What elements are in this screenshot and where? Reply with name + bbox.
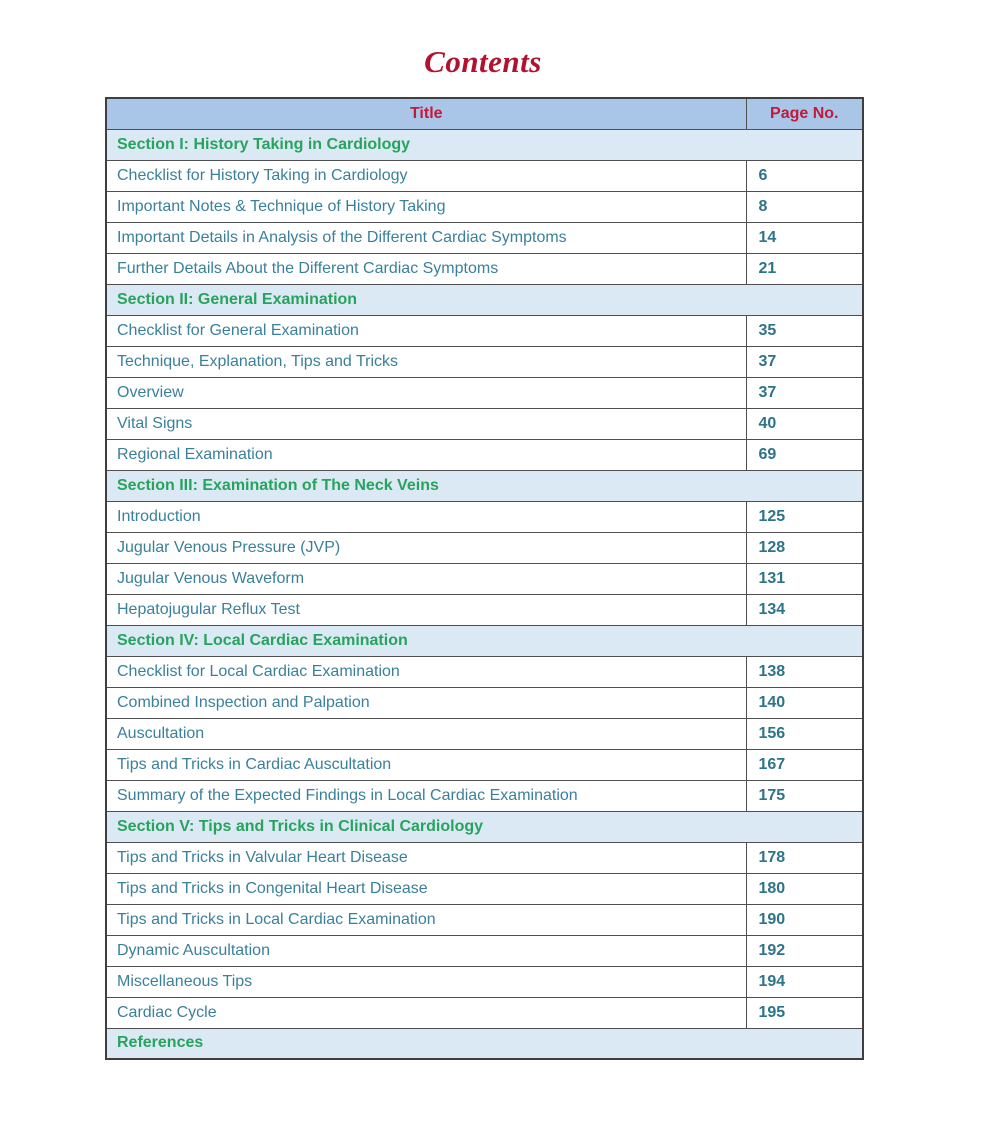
page-title: Contents	[424, 44, 542, 79]
toc-item-page: 6	[746, 160, 863, 191]
section-row	[106, 625, 863, 656]
toc-item-title: Summary of the Expected Findings in Local Cardiac Examination	[106, 780, 746, 811]
section-row	[106, 470, 863, 501]
toc-item-page: 14	[746, 222, 863, 253]
toc-row	[106, 439, 863, 470]
toc-row	[106, 687, 863, 718]
toc-row	[106, 532, 863, 563]
toc-item-title: Jugular Venous Waveform	[106, 563, 746, 594]
header-page-cell: Page No.	[746, 98, 863, 129]
toc-item-page: 69	[746, 439, 863, 470]
references-label: References	[106, 1028, 863, 1059]
toc-item-title: Hepatojugular Reflux Test	[106, 594, 746, 625]
toc-item-title: Tips and Tricks in Cardiac Auscultation	[106, 749, 746, 780]
toc-row	[106, 873, 863, 904]
toc-item-page: 194	[746, 966, 863, 997]
toc-row	[106, 718, 863, 749]
toc-item-title: Tips and Tricks in Valvular Heart Disease	[106, 842, 746, 873]
section-label: Section I: History Taking in Cardiology	[106, 129, 863, 160]
toc-row	[106, 346, 863, 377]
toc-item-page: 138	[746, 656, 863, 687]
toc-item-page: 178	[746, 842, 863, 873]
toc-row	[106, 563, 863, 594]
section-label: Section III: Examination of The Neck Veins	[106, 470, 863, 501]
toc-item-title: Vital Signs	[106, 408, 746, 439]
toc-item-page: 40	[746, 408, 863, 439]
toc-item-page: 37	[746, 346, 863, 377]
section-row	[106, 811, 863, 842]
toc-item-title: Further Details About the Different Cardiac Symptoms	[106, 253, 746, 284]
toc-item-page: 195	[746, 997, 863, 1028]
toc-item-page: 21	[746, 253, 863, 284]
toc-item-page: 180	[746, 873, 863, 904]
toc-row	[106, 904, 863, 935]
toc-item-page: 190	[746, 904, 863, 935]
toc-row	[106, 842, 863, 873]
toc-item-page: 128	[746, 532, 863, 563]
section-label: Section IV: Local Cardiac Examination	[106, 625, 863, 656]
toc-item-title: Checklist for History Taking in Cardiology	[106, 160, 746, 191]
toc-row	[106, 315, 863, 346]
toc-row	[106, 501, 863, 532]
toc-row	[106, 160, 863, 191]
toc-item-title: Technique, Explanation, Tips and Tricks	[106, 346, 746, 377]
toc-row	[106, 780, 863, 811]
toc-row	[106, 191, 863, 222]
toc-item-title: Combined Inspection and Palpation	[106, 687, 746, 718]
toc-item-page: 175	[746, 780, 863, 811]
toc-item-title: Important Notes & Technique of History Taking	[106, 191, 746, 222]
toc-item-page: 134	[746, 594, 863, 625]
toc-item-page: 37	[746, 377, 863, 408]
toc-item-page: 192	[746, 935, 863, 966]
toc-item-title: Introduction	[106, 501, 746, 532]
toc-item-page: 156	[746, 718, 863, 749]
contents-table	[105, 97, 864, 1060]
toc-row	[106, 966, 863, 997]
toc-item-title: Overview	[106, 377, 746, 408]
section-row	[106, 129, 863, 160]
section-label: Section II: General Examination	[106, 284, 863, 315]
toc-row	[106, 656, 863, 687]
toc-item-title: Tips and Tricks in Congenital Heart Disease	[106, 873, 746, 904]
references-row	[106, 1028, 863, 1059]
toc-item-title: Checklist for General Examination	[106, 315, 746, 346]
toc-item-title: Auscultation	[106, 718, 746, 749]
toc-item-title: Tips and Tricks in Local Cardiac Examination	[106, 904, 746, 935]
toc-item-title: Dynamic Auscultation	[106, 935, 746, 966]
toc-item-title: Checklist for Local Cardiac Examination	[106, 656, 746, 687]
toc-row	[106, 594, 863, 625]
toc-row	[106, 749, 863, 780]
toc-item-title: Important Details in Analysis of the Different Cardiac Symptoms	[106, 222, 746, 253]
section-row	[106, 284, 863, 315]
toc-item-title: Miscellaneous Tips	[106, 966, 746, 997]
toc-item-page: 167	[746, 749, 863, 780]
toc-row	[106, 997, 863, 1028]
toc-item-title: Cardiac Cycle	[106, 997, 746, 1028]
toc-item-page: 125	[746, 501, 863, 532]
toc-row	[106, 222, 863, 253]
toc-item-title: Jugular Venous Pressure (JVP)	[106, 532, 746, 563]
toc-item-title: Regional Examination	[106, 439, 746, 470]
toc-item-page: 131	[746, 563, 863, 594]
header-row	[106, 98, 863, 129]
section-label: Section V: Tips and Tricks in Clinical Cardiology	[106, 811, 863, 842]
header-title-cell: Title	[106, 98, 746, 129]
toc-row	[106, 935, 863, 966]
toc-row	[106, 253, 863, 284]
toc-item-page: 140	[746, 687, 863, 718]
toc-row	[106, 377, 863, 408]
toc-row	[106, 408, 863, 439]
toc-item-page: 35	[746, 315, 863, 346]
toc-item-page: 8	[746, 191, 863, 222]
